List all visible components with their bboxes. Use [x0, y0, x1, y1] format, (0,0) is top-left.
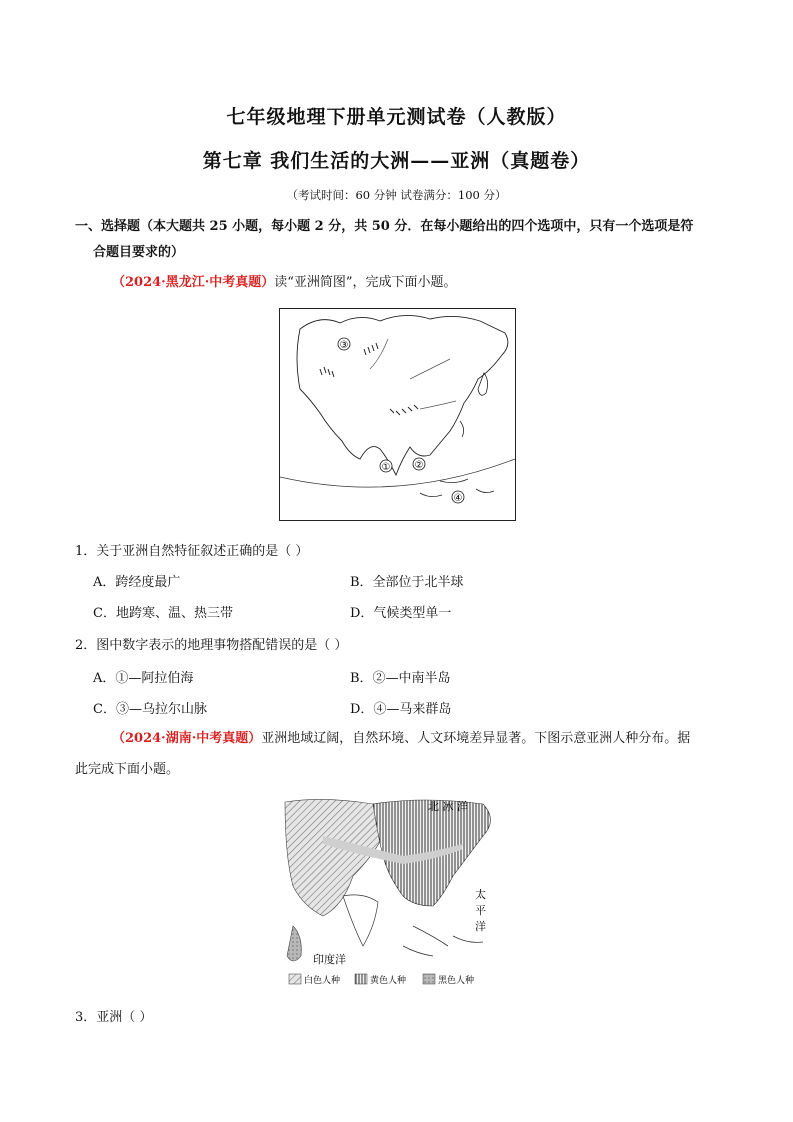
q2-option-b[interactable]: B．②—中南半岛 [350, 671, 451, 686]
southeast-asia-outline [403, 926, 483, 956]
exam-info: （考试时间：60 分钟 试卷满分：100 分） [286, 188, 507, 202]
marker-4-label: ④ [453, 493, 463, 504]
page-subtitle: 第七章 我们生活的大洲——亚洲（真题卷） [202, 150, 591, 172]
q2-option-a[interactable]: A．①—阿拉伯海 [93, 671, 194, 686]
marker-2-label: ② [414, 460, 424, 471]
label-pacific-3: 洋 [475, 920, 486, 933]
south-coast [300, 389, 430, 475]
legend-white-label: 白色人种 [304, 976, 341, 986]
legend-black-swatch [423, 974, 435, 984]
q2-option-c[interactable]: C．③—乌拉尔山脉 [93, 702, 207, 717]
q1-option-b[interactable]: B．全部位于北半球 [350, 575, 464, 590]
himalaya-hatch [390, 405, 418, 415]
q2-option-d[interactable]: D．④—马来群岛 [350, 702, 452, 717]
west-coast [297, 329, 300, 389]
legend-white-swatch [289, 974, 301, 984]
north-coast [300, 315, 508, 355]
section-heading-line2: 合题目要求的） [93, 245, 185, 260]
label-indian-ocean: 印度洋 [313, 953, 346, 966]
question-1-stem: 1．关于亚洲自然特征叙述正确的是（ ） [75, 544, 309, 559]
taiwan-island [460, 421, 464, 437]
legend-yellow-label: 黄色人种 [370, 976, 407, 986]
asia-sketch-map-drawing [280, 309, 515, 520]
group2-text-line1: 亚洲地域辽阔，自然环境、人文环境差异显著。下图示意亚洲人种分布。据 [261, 731, 691, 746]
mountain-hatch-north [364, 343, 378, 355]
q1-option-a[interactable]: A．跨经度最广 [93, 575, 181, 590]
section-heading-line1: 一、选择题（本大题共 25 小题，每小题 2 分，共 50 分．在每小题给出的四个选项中，只有一个选项是符 [75, 219, 694, 234]
india-outline [343, 895, 378, 946]
rivers [370, 339, 456, 409]
equator-line [280, 459, 515, 487]
page-title: 七年级地理下册单元测试卷（人教版） [226, 106, 567, 128]
legend-black-label: 黑色人种 [438, 976, 475, 986]
asia-race-map [283, 796, 508, 986]
group1-source: （2024·黑龙江·中考真题） [112, 275, 275, 290]
label-north-ocean: 北 冰 洋 [428, 800, 468, 813]
region-black-race [287, 926, 301, 961]
east-coast [430, 355, 502, 455]
marker-1-label: ① [381, 462, 391, 473]
asia-sketch-map [279, 308, 516, 521]
group2-source: （2024·湖南·中考真题） [112, 731, 262, 746]
question-2-stem: 2．图中数字表示的地理事物搭配错误的是（ ） [75, 638, 348, 653]
legend-yellow-swatch [355, 974, 367, 984]
group1-text: 读“亚洲简图”，完成下面小题。 [274, 275, 457, 290]
group2-intro [112, 726, 724, 752]
label-pacific-1: 太 [475, 888, 486, 901]
marker-3-label: ③ [339, 340, 349, 351]
q1-option-c[interactable]: C．地跨寒、温、热三带 [93, 606, 233, 621]
ural-mountains-hatch [320, 367, 334, 377]
q1-option-d[interactable]: D．气候类型单一 [350, 606, 452, 621]
section-heading [75, 214, 715, 266]
question-3-stem: 3．亚洲（ ） [75, 1010, 153, 1025]
group1-intro [112, 270, 732, 296]
label-pacific-2: 平 [475, 904, 486, 917]
group2-text-line2: 此完成下面小题。 [75, 762, 180, 777]
asia-race-map-drawing [283, 796, 508, 986]
japan-islands [478, 373, 488, 395]
